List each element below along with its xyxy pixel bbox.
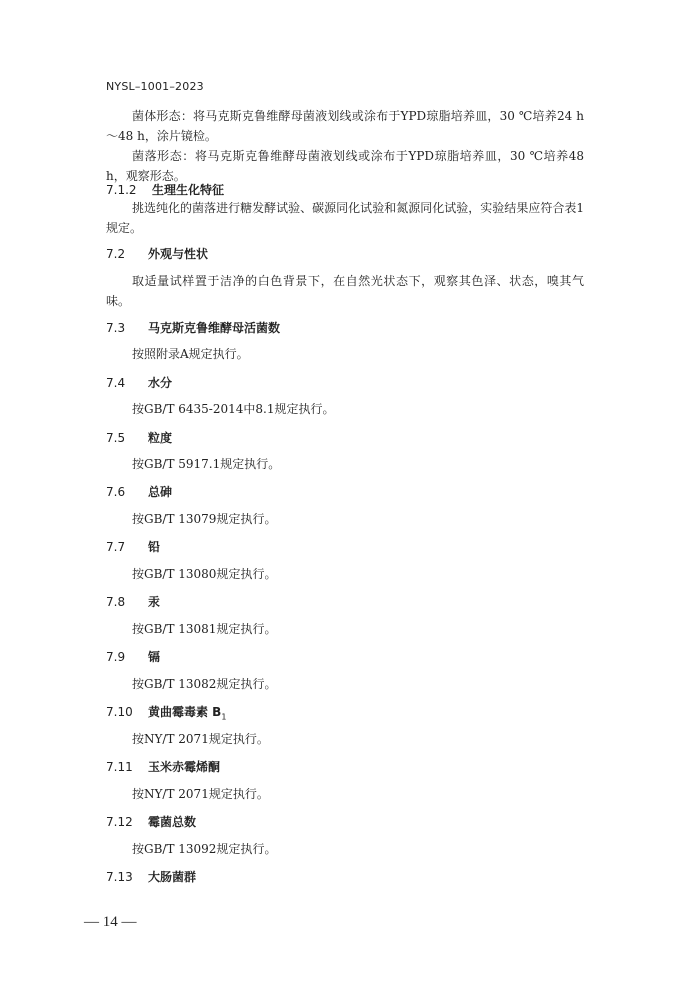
section-number: 7.8 xyxy=(106,595,126,609)
section-body: 按GB/T 5917.1规定执行。 xyxy=(132,457,281,471)
section-title: 总砷 xyxy=(148,485,173,499)
section-body: 按GB/T 13079规定执行。 xyxy=(132,512,277,526)
section-title: 大肠菌群 xyxy=(148,870,197,884)
section-number: 7.6 xyxy=(106,485,126,499)
section-title: 铅 xyxy=(148,540,161,554)
section-title: 粒度 xyxy=(148,431,173,445)
section-heading xyxy=(106,812,196,832)
section-title-text: 黄曲霉毒素 B xyxy=(148,705,222,719)
section-body: 按GB/T 13092规定执行。 xyxy=(132,842,277,856)
section-heading xyxy=(106,647,160,667)
section-title: 外观与性状 xyxy=(148,247,209,261)
section-number: 7.9 xyxy=(106,650,126,664)
section-title: 玉米赤霉烯酮 xyxy=(148,760,221,774)
section-body: 按NY/T 2071规定执行。 xyxy=(132,787,269,801)
section-title: 霉菌总数 xyxy=(148,815,197,829)
section-heading xyxy=(106,537,160,557)
section-heading xyxy=(106,373,172,393)
section-number: 7.5 xyxy=(106,431,126,445)
section-heading xyxy=(106,244,208,264)
section-heading xyxy=(106,592,160,612)
section-body: 按照附录A规定执行。 xyxy=(132,347,249,361)
section-title: 生理生化特征 xyxy=(152,183,225,197)
colony-morphology-paragraph: 菌落形态：将马克斯克鲁维酵母菌液划线或涂布于YPD琼脂培养皿，30 ℃培养48 h，观察形态。 xyxy=(106,149,584,183)
appearance-paragraph: 取适量试样置于洁净的白色背景下，在自然光状态下，观察其色泽、状态，嗅其气味。 xyxy=(106,274,584,308)
section-body: 按NY/T 2071规定执行。 xyxy=(132,732,269,746)
section-body: 按GB/T 13080规定执行。 xyxy=(132,567,277,581)
section-body: 按GB/T 13081规定执行。 xyxy=(132,622,277,636)
section-heading xyxy=(106,702,226,727)
section-heading xyxy=(106,318,280,338)
section-title xyxy=(148,705,227,722)
section-heading xyxy=(106,482,172,502)
cell-morphology-paragraph: 菌体形态：将马克斯克鲁维酵母菌液划线或涂布于YPD琼脂培养皿，30 ℃培养24 h～48 h，涂片镜检。 xyxy=(106,109,584,143)
section-title: 马克斯克鲁维酵母活菌数 xyxy=(148,321,281,335)
section-number: 7.1.2 xyxy=(106,183,137,197)
section-heading xyxy=(106,757,220,777)
section-number: 7.4 xyxy=(106,376,126,390)
section-number: 7.7 xyxy=(106,540,126,554)
page-number: — 14 — xyxy=(84,914,137,930)
section-number: 7.11 xyxy=(106,760,133,774)
section-heading xyxy=(106,428,172,448)
section-body: 按GB/T 6435-2014中8.1规定执行。 xyxy=(132,402,335,416)
section-number: 7.13 xyxy=(106,870,133,884)
section-number: 7.12 xyxy=(106,815,133,829)
section-body: 按GB/T 13082规定执行。 xyxy=(132,677,277,691)
section-heading xyxy=(106,867,196,887)
section-heading xyxy=(106,180,224,200)
document-code: NYSL–1001–2023 xyxy=(106,80,204,93)
section-title: 水分 xyxy=(148,376,173,390)
section-number: 7.10 xyxy=(106,705,133,719)
section-title-subscript: 1 xyxy=(221,712,227,722)
section-number: 7.3 xyxy=(106,321,126,335)
section-number: 7.2 xyxy=(106,247,126,261)
physio-paragraph: 挑选纯化的菌落进行糖发酵试验、碳源同化试验和氮源同化试验，实验结果应符合表1规定。 xyxy=(106,201,584,235)
section-title: 汞 xyxy=(148,595,161,609)
section-title: 镉 xyxy=(148,650,161,664)
